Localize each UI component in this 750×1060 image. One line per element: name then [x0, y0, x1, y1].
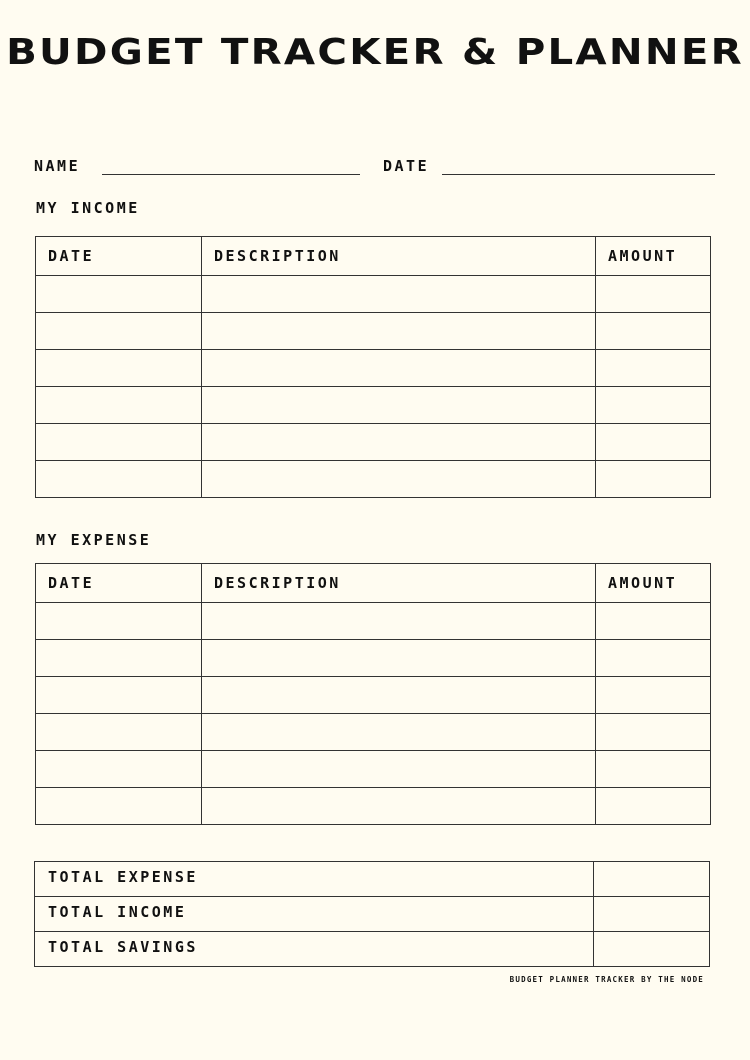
expense-cell-description[interactable]	[202, 640, 596, 677]
expense-cell-date[interactable]	[36, 714, 202, 751]
table-row	[36, 276, 711, 313]
income-cell-date[interactable]	[36, 350, 202, 387]
table-row	[36, 461, 711, 498]
expense-cell-description[interactable]	[202, 603, 596, 640]
expense-cell-description[interactable]	[202, 714, 596, 751]
table-row	[36, 387, 711, 424]
footer-credit: BUDGET PLANNER TRACKER BY THE NODE	[509, 975, 704, 984]
total-expense-row	[35, 862, 710, 897]
table-row	[36, 788, 711, 825]
expense-cell-date[interactable]	[36, 751, 202, 788]
expense-cell-description[interactable]	[202, 677, 596, 714]
expense-col-date: DATE	[36, 564, 202, 603]
expense-cell-date[interactable]	[36, 603, 202, 640]
expense-heading: MY EXPENSE	[36, 531, 152, 549]
expense-cell-amount[interactable]	[596, 751, 711, 788]
income-cell-description[interactable]	[202, 276, 596, 313]
page-title: BUDGET TRACKER & PLANNER	[6, 32, 744, 73]
total-expense-label: TOTAL EXPENSE	[35, 862, 594, 897]
total-income-value[interactable]	[594, 897, 710, 932]
name-field[interactable]	[102, 174, 360, 175]
expense-cell-description[interactable]	[202, 788, 596, 825]
table-row	[36, 714, 711, 751]
total-income-row	[35, 897, 710, 932]
income-cell-amount[interactable]	[596, 276, 711, 313]
expense-header-row	[36, 564, 711, 603]
income-header-row	[36, 237, 711, 276]
table-row	[36, 313, 711, 350]
table-row	[36, 350, 711, 387]
expense-col-amount: AMOUNT	[596, 564, 711, 603]
income-cell-amount[interactable]	[596, 313, 711, 350]
expense-col-description: DESCRIPTION	[202, 564, 596, 603]
expense-cell-amount[interactable]	[596, 677, 711, 714]
income-table	[35, 236, 711, 498]
income-cell-description[interactable]	[202, 387, 596, 424]
income-heading: MY INCOME	[36, 199, 140, 217]
income-cell-description[interactable]	[202, 313, 596, 350]
income-cell-description[interactable]	[202, 350, 596, 387]
income-cell-amount[interactable]	[596, 350, 711, 387]
income-cell-amount[interactable]	[596, 461, 711, 498]
income-cell-date[interactable]	[36, 313, 202, 350]
income-cell-date[interactable]	[36, 461, 202, 498]
expense-cell-date[interactable]	[36, 788, 202, 825]
table-row	[36, 424, 711, 461]
table-row	[36, 751, 711, 788]
expense-cell-amount[interactable]	[596, 788, 711, 825]
income-cell-description[interactable]	[202, 424, 596, 461]
income-cell-amount[interactable]	[596, 387, 711, 424]
total-savings-label: TOTAL SAVINGS	[35, 932, 594, 967]
date-field[interactable]	[442, 174, 715, 175]
table-row	[36, 603, 711, 640]
total-expense-value[interactable]	[594, 862, 710, 897]
date-label: DATE	[383, 157, 430, 175]
income-cell-date[interactable]	[36, 276, 202, 313]
table-row	[36, 640, 711, 677]
expense-cell-amount[interactable]	[596, 640, 711, 677]
income-col-description: DESCRIPTION	[202, 237, 596, 276]
expense-table	[35, 563, 711, 825]
income-cell-date[interactable]	[36, 387, 202, 424]
expense-cell-amount[interactable]	[596, 714, 711, 751]
income-cell-description[interactable]	[202, 461, 596, 498]
total-savings-value[interactable]	[594, 932, 710, 967]
expense-cell-date[interactable]	[36, 640, 202, 677]
totals-table	[34, 861, 710, 967]
income-col-amount: AMOUNT	[596, 237, 711, 276]
total-income-label: TOTAL INCOME	[35, 897, 594, 932]
name-label: NAME	[34, 157, 81, 175]
income-col-date: DATE	[36, 237, 202, 276]
table-row	[36, 677, 711, 714]
income-cell-amount[interactable]	[596, 424, 711, 461]
expense-cell-amount[interactable]	[596, 603, 711, 640]
income-cell-date[interactable]	[36, 424, 202, 461]
expense-cell-description[interactable]	[202, 751, 596, 788]
expense-cell-date[interactable]	[36, 677, 202, 714]
total-savings-row	[35, 932, 710, 967]
